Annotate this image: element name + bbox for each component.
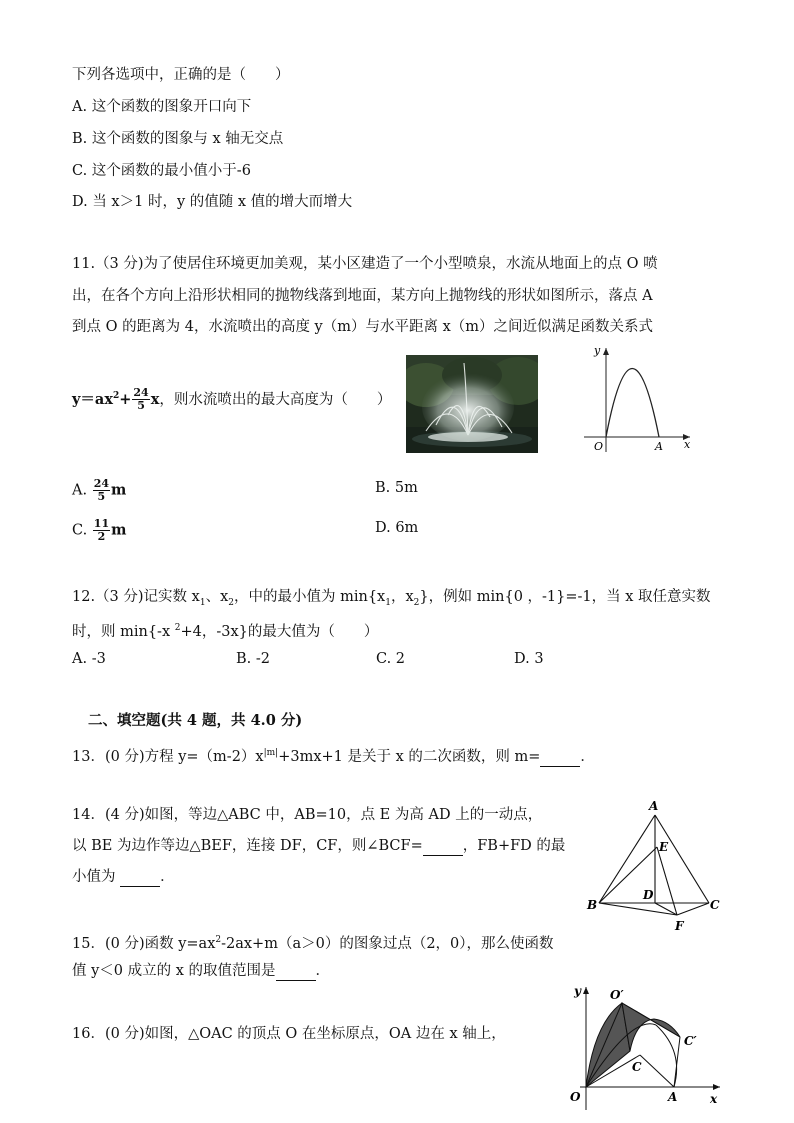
- parabola-graph: [578, 340, 698, 455]
- q12-line1-b: 、x: [205, 589, 229, 605]
- q11-option-a-unit: m: [111, 481, 127, 499]
- fig16-y-axis-arrow-icon: [583, 987, 589, 994]
- q11-option-a-num: 24: [93, 477, 110, 490]
- q10-option-b: B. 这个函数的图象与 x 轴无交点: [72, 131, 284, 147]
- section-title: 二、填空题(共 4 题，共 4.0 分): [88, 712, 303, 729]
- q12-option-a: A. -3: [72, 651, 106, 667]
- q11-formula-den: 5: [137, 399, 145, 413]
- shaded-region-2: [622, 1003, 680, 1051]
- q12-line1-d: ，x: [390, 589, 414, 605]
- q14-answer-blank-1[interactable]: [423, 841, 463, 856]
- q12-line1-e: }，例如 min{0 ，-1}=-1，当 x 取任意实数: [419, 589, 711, 605]
- fig16-label-a: A: [668, 1090, 678, 1104]
- arc-a: [656, 1025, 677, 1087]
- q10-option-a: A. 这个函数的图象开口向下: [72, 99, 252, 115]
- graph-label-x: x: [684, 438, 691, 451]
- q14-line3-b: ．: [160, 869, 175, 885]
- q14-line1: 14．(4 分)如图，等边△ABC 中，AB=10，点 E 为高 AD 上的一动点，: [72, 807, 543, 823]
- q11-option-b: B. 5m: [375, 480, 418, 496]
- graph-label-o: O: [594, 440, 604, 453]
- fig16-label-o1: O′: [610, 988, 624, 1002]
- q15-line1: [72, 930, 554, 954]
- q11-formula-sup: 2: [112, 391, 120, 401]
- q11-formula-tail: ，则水流喷出的最大高度为（ ）: [159, 391, 392, 408]
- triangle-figure: [585, 795, 725, 940]
- q13-b: +3mx+1 是关于 x 的二次函数，则 m=: [278, 748, 541, 765]
- q11-line2: 出，在各个方向上沿形状相同的抛物线落到地面，某方向上抛物线的形状如图所示，落点 A: [72, 288, 653, 304]
- q11-option-c-fraction: [93, 518, 110, 543]
- q10-option-d: D. 当 x＞1 时，y 的值随 x 值的增大而增大: [72, 194, 353, 210]
- q11-line3: 到点 O 的距离为 4，水流喷出的高度 y（m）与水平距离 x（m）之间近似满足函数关系式: [72, 319, 654, 335]
- q12-option-b: B. -2: [236, 651, 270, 667]
- q11-option-a-den: 5: [97, 490, 106, 503]
- q14-line2: [72, 836, 565, 856]
- q11-option-c-num: 11: [93, 517, 110, 530]
- fig16-label-c: C: [632, 1060, 642, 1074]
- tri-label-e: E: [659, 840, 669, 854]
- q12-line2-a: 时，则 min{-x: [72, 623, 175, 640]
- q15-line2-a: 值 y＜0 成立的 x 的取值范围是: [72, 963, 276, 979]
- q11-option-d: D. 6m: [375, 520, 419, 536]
- q12-line1-a: 12.（3 分)记实数 x: [72, 589, 200, 605]
- q14-line3: [72, 867, 175, 887]
- tri-label-c: C: [710, 898, 720, 912]
- q11-option-a-fraction: [93, 478, 110, 503]
- edge-ef: [657, 847, 677, 915]
- q12-sub1: 1: [199, 597, 206, 608]
- fig16-x-axis-arrow-icon: [713, 1084, 720, 1090]
- q13-c: ．: [580, 748, 595, 765]
- q14-line3-a: 小值为: [72, 869, 121, 885]
- graph-label-a: A: [655, 440, 663, 453]
- q11-formula-line: [72, 386, 391, 412]
- q11-option-a: [72, 478, 126, 503]
- q12-line1-c: ，中的最小值为 min{x: [234, 589, 386, 605]
- q15-line1-b: -2ax+m（a＞0）的图象过点（2，0），那么使函数: [221, 935, 554, 952]
- q12-option-c: C. 2: [376, 651, 406, 667]
- q15-line2: [72, 961, 330, 981]
- q11-formula-x: x: [150, 390, 160, 408]
- q11-option-c-den: 2: [97, 530, 106, 543]
- q11-formula-num: 24: [133, 386, 149, 400]
- q13-answer-blank[interactable]: [540, 752, 580, 767]
- q13-sup: |m|: [263, 748, 279, 758]
- q15-sup: 2: [215, 935, 222, 945]
- q10-stem: 下列各选项中，正确的是（ ）: [72, 67, 290, 83]
- q10-option-c: C. 这个函数的最小值小于-6: [72, 163, 251, 179]
- q15-line1-a: 15．(0 分)函数 y=ax: [72, 935, 216, 952]
- q11-formula-plus: +: [119, 390, 132, 408]
- parabola-curve: [606, 369, 659, 438]
- q13-line: [72, 743, 595, 767]
- fig16-label-y: y: [574, 984, 581, 998]
- fountain-photo: [406, 355, 538, 453]
- q12-line2-b: +4，-3x}的最大值为（ ）: [180, 623, 379, 640]
- q16-line1: 16．(0 分)如图，△OAC 的顶点 O 在坐标原点，OA 边在 x 轴上，: [72, 1026, 506, 1042]
- q13-a: 13．(0 分)方程 y=（m-2）x: [72, 748, 264, 765]
- q14-answer-blank-2[interactable]: [120, 872, 160, 887]
- q12-line2: [72, 618, 378, 642]
- q12-option-d: D. 3: [514, 651, 544, 667]
- q12-sub2: 2: [228, 597, 234, 608]
- q11-formula-fraction: [132, 387, 149, 412]
- graph-label-y: y: [594, 344, 601, 357]
- q11-option-c-unit: m: [111, 521, 127, 539]
- q11-option-c: [72, 518, 126, 543]
- segment-ca: [640, 1055, 674, 1087]
- q11-line1: 11.（3 分)为了使居住环境更加美观，某小区建造了一个小型喷泉，水流从地面上的点 O 喷: [72, 256, 658, 272]
- fig16-label-x: x: [710, 1092, 718, 1106]
- tri-label-f: F: [675, 919, 684, 933]
- rotation-figure: [560, 975, 730, 1115]
- edge-ac: [655, 815, 709, 903]
- tri-label-b: B: [587, 898, 598, 912]
- q15-answer-blank[interactable]: [276, 966, 316, 981]
- q15-line2-b: ．: [315, 963, 331, 979]
- q14-line2-a: 以 BE 为边作等边△BEF，连接 DF，CF，则∠BCF=: [72, 838, 423, 854]
- q12-sup: 2: [174, 623, 181, 633]
- q11-option-a-prefix: A.: [72, 482, 88, 499]
- q12-line1: [72, 587, 711, 613]
- q14-line2-b: ，FB+FD 的最: [462, 838, 566, 854]
- edge-cf: [677, 903, 709, 915]
- fig16-label-c1: C′: [684, 1034, 697, 1048]
- tri-label-a: A: [649, 799, 659, 813]
- segment-c1a: [674, 1037, 680, 1087]
- q11-formula-lhs: y＝ax: [72, 390, 113, 408]
- fig16-label-o: O: [570, 1090, 581, 1104]
- q12-sub4: 2: [413, 597, 420, 608]
- q11-option-c-prefix: C.: [72, 522, 88, 539]
- y-axis-arrow-icon: [603, 348, 609, 355]
- q12-sub3: 1: [385, 597, 391, 608]
- tri-label-d: D: [643, 888, 654, 902]
